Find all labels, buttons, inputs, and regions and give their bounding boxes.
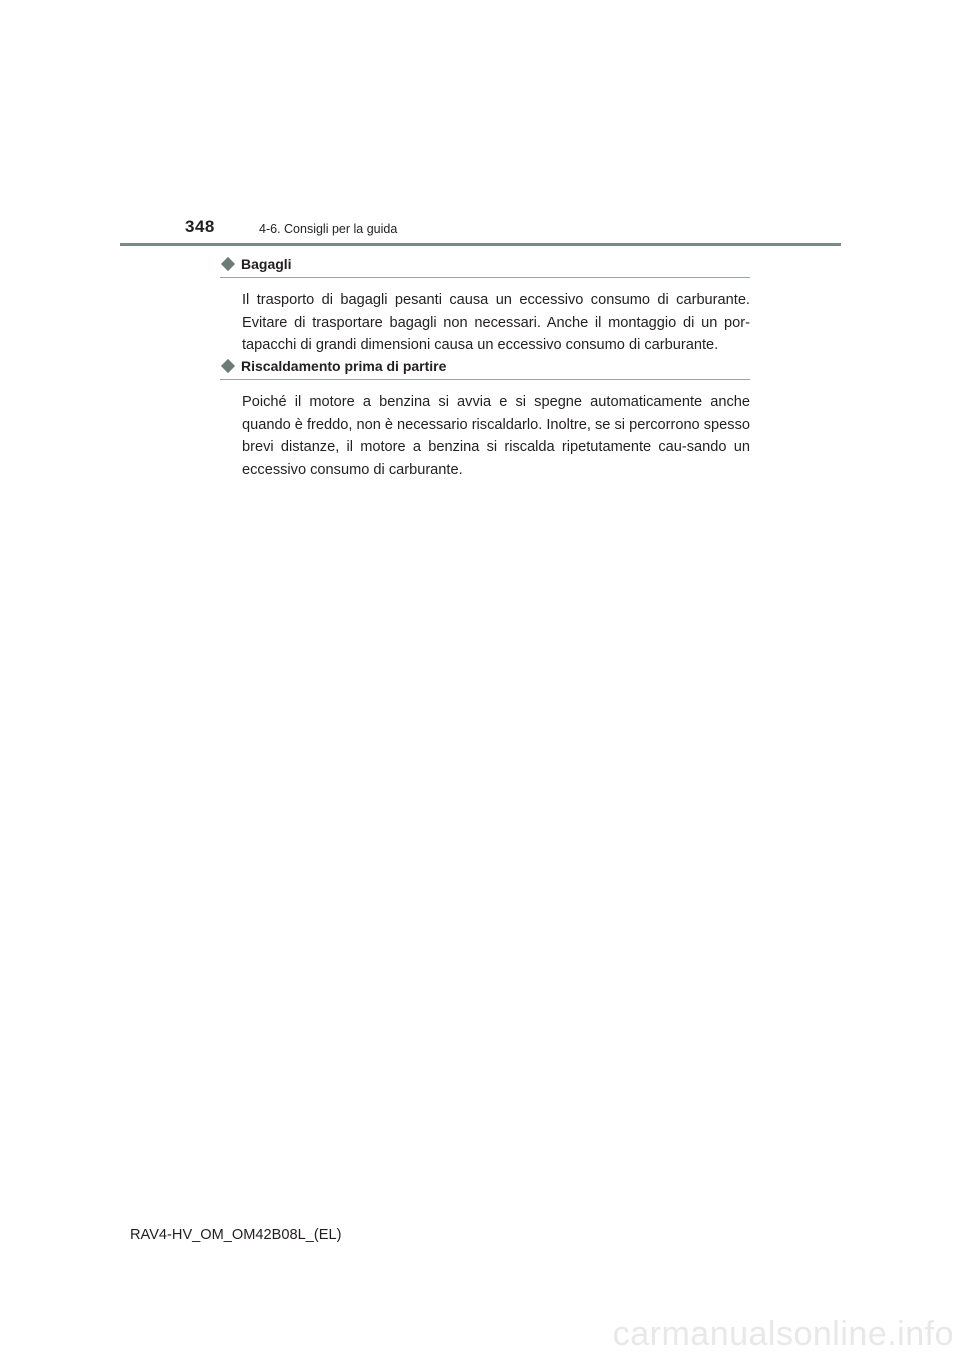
document-code: RAV4-HV_OM_OM42B08L_(EL) [130,1227,342,1243]
watermark: carmanualsonline.info [612,1315,954,1353]
header-rule [120,243,841,246]
section-riscaldamento [220,355,750,481]
section-heading-text: Bagagli [241,256,292,272]
section-bagagli [220,253,750,357]
section-body: Il trasporto di bagagli pesanti causa un eccessivo consumo di carburante. Evitare di trasportare bagagli non necessari. Anche il montaggio di un por-tapacchi di grandi dimensioni causa un eccessivo consumo di carburante. [242,292,750,353]
diamond-bullet-icon [221,359,235,373]
section-heading-text: Riscaldamento prima di partire [241,358,447,374]
section-title: 4-6. Consigli per la guida [259,222,398,236]
section-heading [220,355,750,380]
page-number: 348 [185,217,215,236]
section-body: Poiché il motore a benzina si avvia e si spegne automaticamente anche quando è freddo, non è necessario riscaldarlo. Inoltre, se si percorrono spesso brevi distanze, il motore a benzina si riscalda ripetutamente cau-sando un eccessivo consumo di carburante. [242,394,750,478]
diamond-bullet-icon [221,257,235,271]
section-heading [220,253,750,278]
